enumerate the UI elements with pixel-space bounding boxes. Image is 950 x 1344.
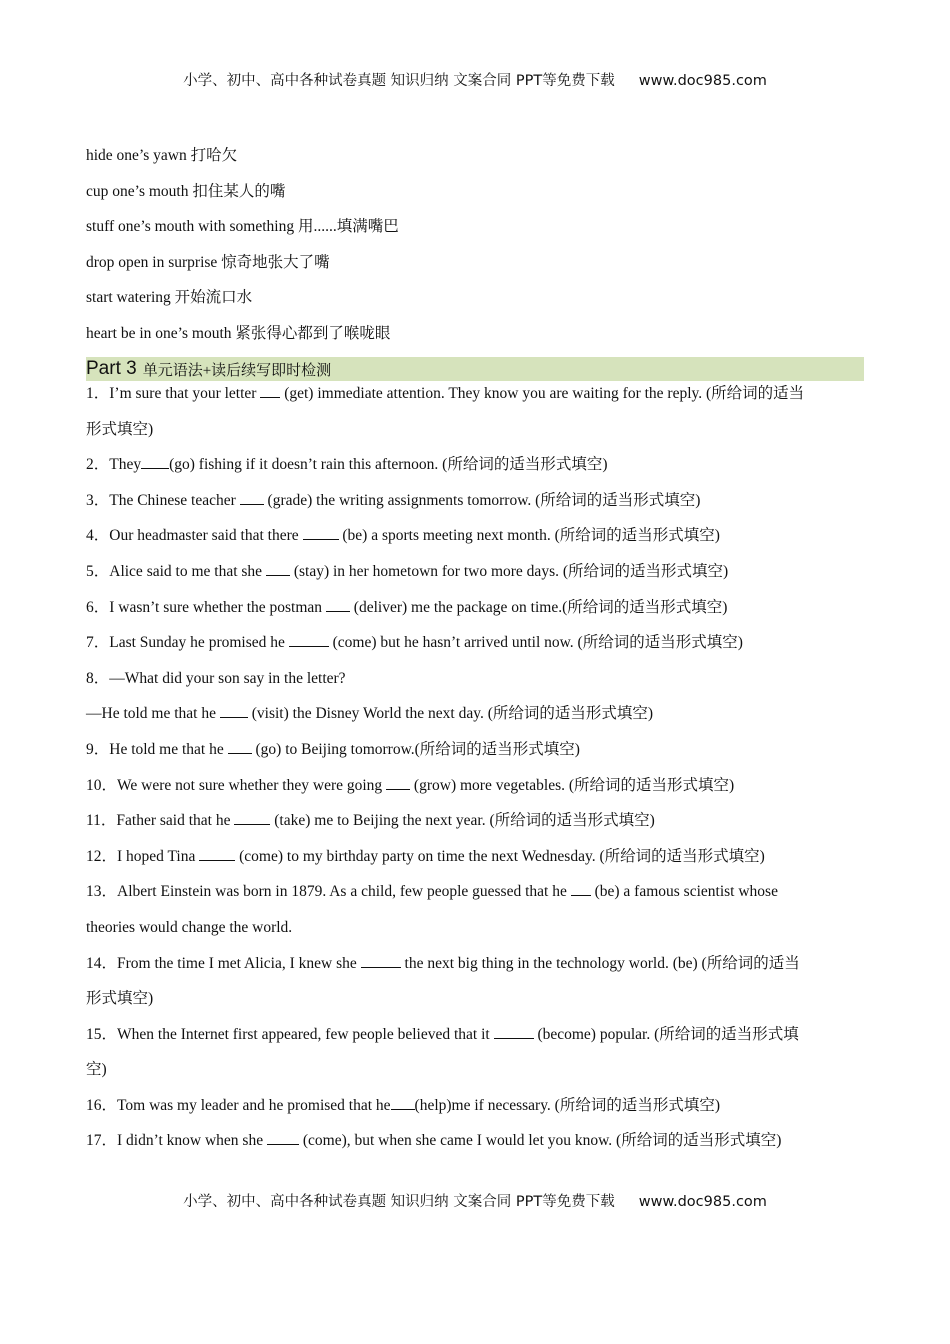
- question-13: 13．Albert Einstein was born in 1879. As a child, few people guessed that he (be) a famous scientist whose: [86, 883, 778, 901]
- question-6: 6．I wasn’t sure whether the postman (deliver) me the package on time.(所给词的适当形式填空): [86, 598, 728, 616]
- phrase-item: heart be in one’s mouth 紧张得心都到了喉咙眼: [86, 324, 391, 342]
- answer-blank[interactable]: [303, 526, 339, 540]
- question-17: 17．I didn’t know when she (come), but when she came I would let you know. (所给词的适当形式填空): [86, 1132, 782, 1150]
- answer-blank[interactable]: [199, 847, 235, 861]
- question-list: [86, 384, 864, 1167]
- question-7: 7．Last Sunday he promised he (come) but he hasn’t arrived until now. (所给词的适当形式填空): [86, 634, 743, 652]
- question-11: 11．Father said that he (take) me to Beijing the next year. (所给词的适当形式填空): [86, 812, 655, 830]
- phrase-item: hide one’s yawn 打哈欠: [86, 147, 238, 164]
- question-16: 16．Tom was my leader and he promised that he (help)me if necessary. (所给词的适当形式填空): [86, 1096, 721, 1114]
- answer-blank[interactable]: [260, 384, 280, 398]
- phrase-item: drop open in surprise 惊奇地张大了嘴: [86, 253, 330, 271]
- answer-blank[interactable]: [228, 740, 252, 754]
- answer-blank[interactable]: [571, 882, 591, 896]
- question-8-reply: —He told me that he (visit) the Disney World the next day. (所给词的适当形式填空): [86, 705, 654, 723]
- question-13-cont: theories would change the world.: [86, 918, 293, 936]
- answer-blank[interactable]: [141, 455, 169, 469]
- part-heading: [86, 357, 864, 381]
- phrase-item: cup one’s mouth 扣住某人的嘴: [86, 182, 286, 200]
- question-1: 1．I’m sure that your letter (get) immediate attention. They know you are waiting for the reply. (所给词的适当: [86, 385, 805, 402]
- answer-blank[interactable]: [361, 954, 401, 968]
- answer-blank[interactable]: [289, 633, 329, 647]
- footer-text: 小学、初中、高中各种试卷真题 知识归纳 文案合同 PPT等免费下载: [183, 1194, 615, 1210]
- question-10: 10．We were not sure whether they were going (grow) more vegetables. (所给词的适当形式填空): [86, 776, 735, 794]
- page-footer: [0, 1190, 950, 1211]
- answer-blank[interactable]: [240, 491, 264, 505]
- answer-blank[interactable]: [391, 1096, 415, 1110]
- question-12: 12．I hoped Tina (come) to my birthday party on time the next Wednesday. (所给词的适当形式填空): [86, 847, 765, 865]
- header-url[interactable]: www.doc985.com: [638, 73, 767, 89]
- question-8: 8．—What did your son say in the letter?: [86, 669, 346, 687]
- answer-blank[interactable]: [266, 562, 290, 576]
- question-3: 3．The Chinese teacher (grade) the writing assignments tomorrow. (所给词的适当形式填空): [86, 491, 701, 509]
- phrase-list: [86, 146, 399, 360]
- question-5: 5．Alice said to me that she (stay) in her hometown for two more days. (所给词的适当形式填空): [86, 562, 729, 580]
- question-15: 15．When the Internet first appeared, few people believed that it (become) popular. (所给词的适当形式填: [86, 1025, 799, 1043]
- phrase-item: start watering 开始流口水: [86, 289, 253, 307]
- answer-blank[interactable]: [494, 1025, 534, 1039]
- answer-blank[interactable]: [326, 598, 350, 612]
- header-text: 小学、初中、高中各种试卷真题 知识归纳 文案合同 PPT等免费下载: [183, 73, 615, 89]
- answer-blank[interactable]: [220, 704, 248, 718]
- question-14: 14．From the time I met Alicia, I knew she the next big thing in the technology world. (be) (所给词的适当: [86, 954, 800, 972]
- answer-blank[interactable]: [267, 1131, 299, 1145]
- question-4: 4．Our headmaster said that there (be) a sports meeting next month. (所给词的适当形式填空): [86, 527, 720, 545]
- question-1-cont: 形式填空): [86, 420, 154, 438]
- question-14-cont: 形式填空): [86, 990, 154, 1008]
- question-2: 2．They (go) fishing if it doesn’t rain this afternoon. (所给词的适当形式填空): [86, 456, 608, 474]
- question-9: 9．He told me that he (go) to Beijing tomorrow.(所给词的适当形式填空): [86, 740, 580, 758]
- part-title: Part 3: [86, 358, 137, 379]
- question-15-cont: 空): [86, 1061, 107, 1079]
- page-header: [0, 69, 950, 90]
- answer-blank[interactable]: [386, 776, 410, 790]
- part-subtitle: 单元语法+读后续写即时检测: [142, 362, 332, 379]
- answer-blank[interactable]: [234, 811, 270, 825]
- footer-url[interactable]: www.doc985.com: [638, 1194, 767, 1210]
- phrase-item: stuff one’s mouth with something 用......填满嘴巴: [86, 218, 399, 236]
